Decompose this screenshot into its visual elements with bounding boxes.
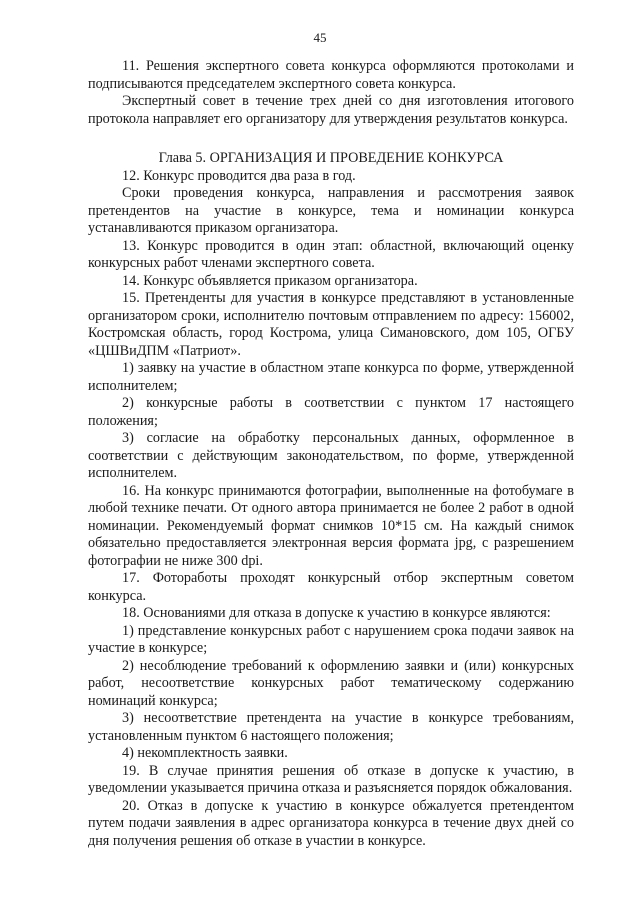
paragraph-19: 19. В случае принятия решения об отказе в допуске к участию, в уведомлении указывается причина отказа и разъясняется порядок обжалования. <box>88 762 574 796</box>
list-item-18-1: 1) представление конкурсных работ с нарушением срока подачи заявок на участие в конкурсе; <box>88 622 574 656</box>
paragraph-13: 13. Конкурс проводится в один этап: областной, включающий оценку конкурсных работ членами экспертного совета. <box>88 237 574 271</box>
page-number: 45 <box>313 30 327 45</box>
paragraph-15: 15. Претенденты для участия в конкурсе представляют в установленные организатором сроки, исполнителю почтовым отправлением по адресу: 156002, Костромская область, город Кострома, улица Симановского, дом 105, ОГБУ «ЦШВиДПМ «Патриот». <box>88 290 574 359</box>
paragraph-20: 20. Отказ в допуске к участию в конкурсе обжалуется претендентом путем подачи заявления в адрес организатора конкурса в течение двух дней со дня получения решения об отказе в участии в конкурсе. <box>88 797 574 849</box>
list-item-18-4: 4) некомплектность заявки. <box>122 745 288 761</box>
document-body <box>88 58 574 850</box>
paragraph-dates: Сроки проведения конкурса, направления и рассмотрения заявок претендентов на участие в конкурсе, тема и номинации конкурса устанавливаются приказом организатора. <box>88 185 574 236</box>
paragraph-14: 14. Конкурс объявляется приказом организатора. <box>122 272 418 289</box>
paragraph-17: 17. Фотоработы проходят конкурсный отбор экспертным советом конкурса. <box>88 570 574 604</box>
list-item-15-3: 3) согласие на обработку персональных данных, оформленное в соответствии с действующим законодательством, по форме, утвержденной исполнителем. <box>88 430 574 481</box>
list-item-15-1: 1) заявку на участие в областном этапе конкурса по форме, утвержденной исполнителем; <box>88 360 574 394</box>
paragraph-11: 11. Решения экспертного совета конкурса оформляются протоколами и подписываются председателем экспертного совета конкурса. <box>88 58 574 92</box>
paragraph-expert-council: Экспертный совет в течение трех дней со дня изготовления итогового протокола направляет его организатору для утверждения результатов конкурса. <box>88 93 574 127</box>
list-item-18-3: 3) несоответствие претендента на участие в конкурсе требованиям, установленным пунктом 6 настоящего положения; <box>88 710 574 744</box>
paragraph-18: 18. Основаниями для отказа в допуске к участию в конкурсе являются: <box>122 605 551 621</box>
paragraph-16: 16. На конкурс принимаются фотографии, выполненные на фотобумаге в любой технике печати. От одного автора принимается не более 2 работ в одной номинации. Рекомендуемый формат снимков 10*15 см. На каждый снимок обязательно предоставляется электронная версия формата jpg, с разрешением фотографии не ниже 300 dpi. <box>88 482 574 569</box>
chapter-heading: Глава 5. ОРГАНИЗАЦИЯ И ПРОВЕДЕНИЕ КОНКУРСА <box>158 150 504 166</box>
paragraph-12: 12. Конкурс проводится два раза в год. <box>122 167 356 184</box>
list-item-15-2: 2) конкурсные работы в соответствии с пунктом 17 настоящего положения; <box>88 395 574 429</box>
list-item-18-2: 2) несоблюдение требований к оформлению заявки и (или) конкурсных работ, несоответствие конкурсных работ тематическому содержанию номинаций конкурса; <box>88 657 574 709</box>
